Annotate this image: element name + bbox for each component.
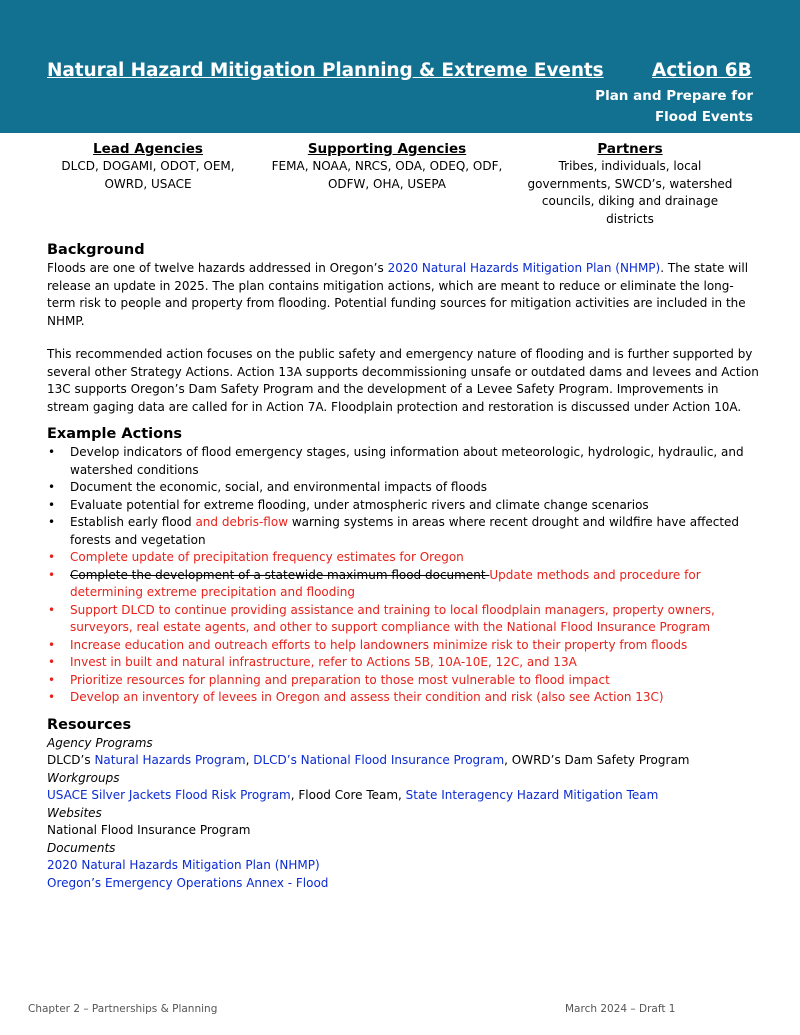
state-interagency-team-link[interactable]: State Interagency Hazard Mitigation Team (405, 788, 659, 802)
item6-inserted-text: Update methods and procedure for determining extreme precipitation and flooding (70, 567, 701, 599)
main-content (47, 241, 759, 892)
agency-programs-line (47, 752, 759, 770)
lead-agencies-heading: Lead Agencies (93, 141, 203, 157)
list-item (47, 567, 759, 602)
list-item: • Evaluate potential for extreme flooding, under atmospheric rivers and climate change scenarios (47, 497, 759, 515)
action-number: Action 6B (652, 60, 752, 81)
supporting-agencies-heading: Supporting Agencies (307, 141, 467, 157)
ap-prefix: DLCD’s (47, 753, 95, 767)
partners-list: Tribes, individuals, local governments, SWCD’s, watershed councils, diking and drainage districts (527, 159, 733, 226)
list-item: • Develop indicators of flood emergency stages, using information about meteorologic, hydrologic, hydraulic, and watershed conditions (47, 444, 759, 479)
agency-programs-label: Agency Programs (47, 735, 153, 750)
lead-agencies-list: DLCD, DOGAMI, ODOT, OEM, OWRD, USACE (61, 159, 235, 191)
background-paragraph-1 (47, 260, 759, 330)
bg-p1-end: . The state will release an update in 2025. The plan contains mitigation actions, which are meant to reduce or eliminate the long-term risk to people and property from flooding. Potential funding sources for mitigation activities are included in the NHMP. (47, 261, 749, 328)
ap-suffix: , OWRD’s Dam Safety Program (504, 753, 690, 767)
natural-hazards-program-link[interactable]: Natural Hazards Program (94, 753, 246, 767)
lead-agencies (53, 141, 243, 193)
list-item: • Complete update of precipitation frequency estimates for Oregon (47, 549, 759, 567)
footer-date: March 2024 – Draft 1 (565, 1003, 676, 1015)
workgroups-label: Workgroups (47, 770, 120, 785)
background-paragraph-2: This recommended action focuses on the public safety and emergency nature of flooding and is further supported by several other Strategy Actions. Action 13A supports decommissioning unsafe or outdated dams and levees and Action 13C supports Oregon’s Dam Safety Program and the development of a Levee Safety Program. Improvements in stream gaging data are called for in Action 7A. Floodplain protection and restoration is discussed under Action 10A. (47, 347, 759, 414)
nfip-program-link[interactable]: DLCD’s National Flood Insurance Program (253, 753, 505, 767)
action-subtitle (595, 86, 753, 128)
supporting-agencies (267, 141, 507, 193)
list-item: • Increase education and outreach efforts to help landowners minimize risk to their property from floods (47, 637, 759, 655)
example-actions-list (47, 444, 759, 707)
list-item: • Document the economic, social, and environmental impacts of floods (47, 479, 759, 497)
subtitle-line-1: Plan and Prepare for (595, 88, 753, 104)
websites-label: Websites (47, 805, 102, 820)
list-item: • Invest in built and natural infrastructure, refer to Actions 5B, 10A-10E, 12C, and 13A (47, 654, 759, 672)
item4-start: Establish early flood (70, 515, 196, 529)
partners-heading: Partners (597, 141, 663, 157)
document-title: Natural Hazard Mitigation Planning & Extreme Events (47, 60, 604, 81)
workgroups-line (47, 787, 759, 805)
nhmp-document-link[interactable]: 2020 Natural Hazards Mitigation Plan (NHMP) (47, 858, 320, 872)
supporting-agencies-list: FEMA, NOAA, NRCS, ODA, ODEQ, ODF, ODFW, OHA, USEPA (271, 159, 503, 191)
list-item: • Develop an inventory of levees in Oregon and assess their condition and risk (also see Action 13C) (47, 689, 759, 707)
wg-middle: , Flood Core Team, (290, 788, 406, 802)
ap-separator: , (245, 753, 254, 767)
background-heading: Background (47, 242, 145, 258)
partners (525, 141, 735, 228)
list-item (47, 514, 759, 549)
websites-line: National Flood Insurance Program (47, 823, 251, 837)
nhmp-link[interactable]: 2020 Natural Hazards Mitigation Plan (NHMP) (387, 261, 661, 275)
resources-heading: Resources (47, 716, 132, 733)
list-item: • Support DLCD to continue providing assistance and training to local floodplain managers, property owners, surveyors, real estate agents, and other to support compliance with the National Flood Insurance Program (47, 602, 759, 637)
item6-deleted-text: Complete the development of a statewide maximum flood document (70, 567, 490, 582)
item4-end: warning systems in areas where recent drought and wildfire have affected forests and vegetation (70, 515, 740, 547)
emergency-operations-annex-link[interactable]: Oregon’s Emergency Operations Annex - Flood (47, 875, 329, 890)
list-item: • Prioritize resources for planning and preparation to those most vulnerable to flood impact (47, 672, 759, 690)
header-banner (0, 0, 800, 133)
footer-chapter: Chapter 2 – Partnerships & Planning (28, 1003, 218, 1015)
documents-label: Documents (47, 840, 116, 855)
silver-jackets-link[interactable]: USACE Silver Jackets Flood Risk Program (47, 788, 291, 802)
item4-inserted-text: and debris-flow (195, 515, 289, 529)
example-actions-heading: Example Actions (47, 426, 183, 442)
subtitle-line-2: Flood Events (654, 109, 753, 125)
bg-p1-start: Floods are one of twelve hazards addressed in Oregon’s (47, 261, 388, 275)
